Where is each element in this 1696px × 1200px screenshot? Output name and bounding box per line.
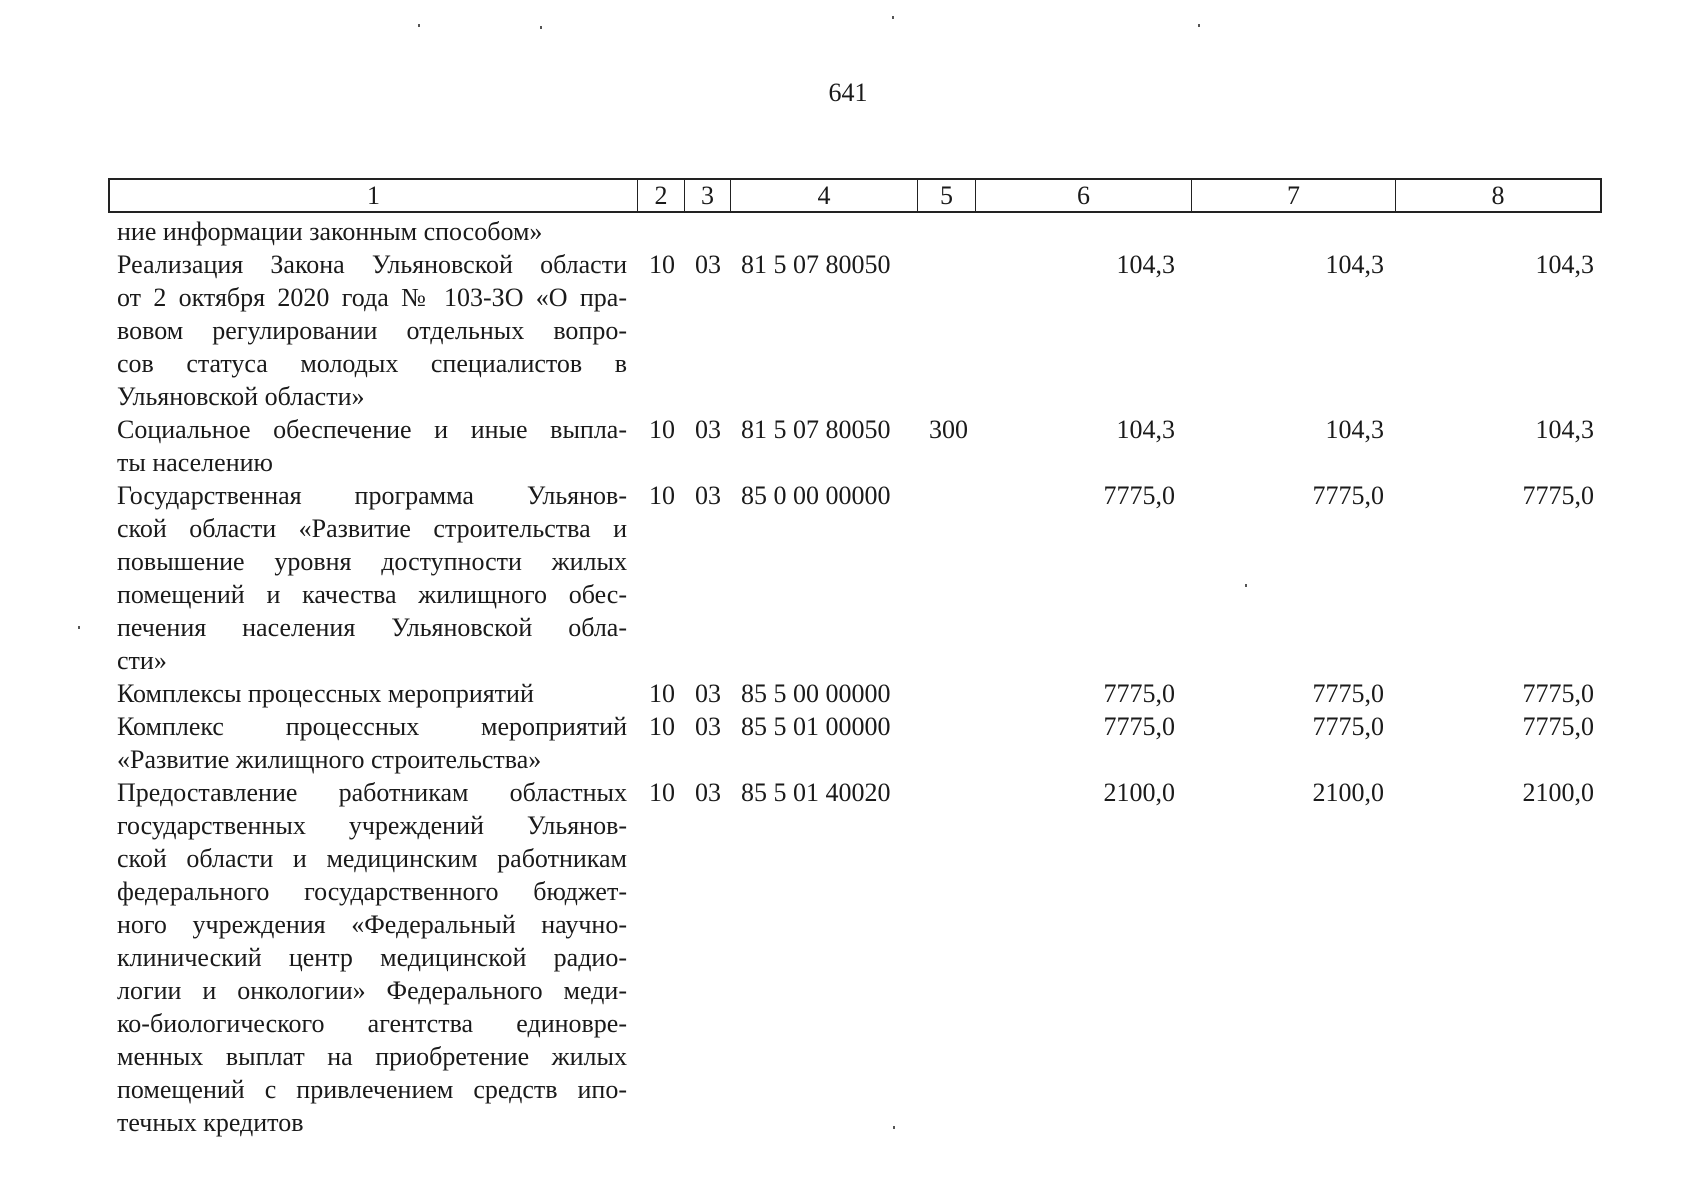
scan-speck <box>418 24 420 27</box>
scan-speck <box>893 1126 895 1129</box>
description-line: Комплексы процессных мероприятий <box>117 679 534 708</box>
description-line: сти» <box>117 646 167 675</box>
table-body <box>117 215 1607 1139</box>
table-row <box>117 413 1607 479</box>
header-col-3: 3 <box>685 180 731 211</box>
row-description <box>117 413 627 479</box>
description-line: государственных учреждений Ульянов- <box>117 811 627 840</box>
amount-col-6: 7775,0 <box>1103 679 1175 708</box>
section-code: 10 <box>649 481 675 510</box>
description-line: федерального государственного бюджет- <box>117 877 627 906</box>
subsection-code: 03 <box>695 712 721 741</box>
section-code: 10 <box>649 415 675 444</box>
subsection-code: 03 <box>695 679 721 708</box>
table-header <box>108 178 1602 213</box>
target-article-code: 81 5 07 80050 <box>741 250 891 279</box>
section-code: 10 <box>649 712 675 741</box>
subsection-code: 03 <box>695 250 721 279</box>
description-line: ской области и медицинским работникам <box>117 844 627 873</box>
amount-col-8: 7775,0 <box>1522 481 1594 510</box>
target-article-code: 85 5 01 00000 <box>741 712 891 741</box>
amount-col-7: 7775,0 <box>1312 481 1384 510</box>
target-article-code: 81 5 07 80050 <box>741 415 891 444</box>
amount-col-6: 7775,0 <box>1103 481 1175 510</box>
amount-col-6: 104,3 <box>1116 250 1175 279</box>
header-col-6: 6 <box>976 180 1192 211</box>
amount-col-7: 7775,0 <box>1312 679 1384 708</box>
description-line: вовом регулировании отдельных вопро- <box>117 316 627 345</box>
scan-speck <box>78 626 80 629</box>
header-col-8: 8 <box>1491 181 1505 210</box>
amount-col-6: 2100,0 <box>1103 778 1175 807</box>
page-number: 641 <box>828 78 868 107</box>
row-description <box>117 479 627 677</box>
section-code: 10 <box>649 679 675 708</box>
description-line: Ульяновской области» <box>117 382 365 411</box>
amount-col-6: 7775,0 <box>1103 712 1175 741</box>
header-col-7: 7 <box>1192 180 1396 211</box>
amount-col-8: 104,3 <box>1535 250 1594 279</box>
amount-col-7: 104,3 <box>1325 250 1384 279</box>
section-code: 10 <box>649 778 675 807</box>
scan-speck <box>1245 584 1247 587</box>
description-line: ко-биологического агентства единовре- <box>117 1009 627 1038</box>
description-line: ного учреждения «Федеральный научно- <box>117 910 627 939</box>
section-code: 10 <box>649 250 675 279</box>
description-line: Социальное обеспечение и иные выпла- <box>117 415 627 444</box>
description-line: клинический центр медицинской радио- <box>117 943 627 972</box>
description-line: от 2 октября 2020 года № 103-ЗО «О пра- <box>117 283 627 312</box>
table-row <box>117 479 1607 677</box>
description-line: помещений с привлечением средств ипо- <box>117 1075 627 1104</box>
target-article-code: 85 5 00 00000 <box>741 679 891 708</box>
target-article-code: 85 0 00 00000 <box>741 481 891 510</box>
description-line: повышение уровня доступности жилых <box>117 547 627 576</box>
expense-type-code: 300 <box>929 415 968 444</box>
subsection-code: 03 <box>695 778 721 807</box>
table-row <box>117 677 1607 710</box>
row-description <box>117 677 627 710</box>
table-row <box>117 710 1607 776</box>
subsection-code: 03 <box>695 415 721 444</box>
header-col-4: 4 <box>731 180 918 211</box>
description-line: ты населению <box>117 448 273 477</box>
row-description <box>117 215 627 248</box>
description-line: ской области «Развитие строительства и <box>117 514 627 543</box>
amount-col-8: 104,3 <box>1535 415 1594 444</box>
amount-col-8: 2100,0 <box>1522 778 1594 807</box>
description-line: Комплекс процессных мероприятий <box>117 712 627 741</box>
table-row <box>117 215 1607 248</box>
description-line: логии и онкологии» Федерального меди- <box>117 976 627 1005</box>
table-row <box>117 776 1607 1139</box>
table-row <box>117 248 1607 413</box>
header-col-1: 1 <box>110 180 638 211</box>
row-description <box>117 248 627 413</box>
description-line: помещений и качества жилищного обес- <box>117 580 627 609</box>
scan-speck <box>540 26 542 29</box>
description-line: печения населения Ульяновской обла- <box>117 613 627 642</box>
description-line: менных выплат на приобретение жилых <box>117 1042 627 1071</box>
scan-speck <box>1198 24 1200 27</box>
description-line: Предоставление работникам областных <box>117 778 627 807</box>
description-line: Реализация Закона Ульяновской области <box>117 250 627 279</box>
row-description <box>117 710 627 776</box>
amount-col-8: 7775,0 <box>1522 679 1594 708</box>
amount-col-7: 104,3 <box>1325 415 1384 444</box>
amount-col-7: 7775,0 <box>1312 712 1384 741</box>
header-col-5: 5 <box>918 180 976 211</box>
amount-col-8: 7775,0 <box>1522 712 1594 741</box>
scan-speck <box>892 16 894 19</box>
description-line: течных кредитов <box>117 1108 304 1137</box>
description-line: ние информации законным способом» <box>117 217 543 246</box>
row-description <box>117 776 627 1139</box>
subsection-code: 03 <box>695 481 721 510</box>
description-line: «Развитие жилищного строительства» <box>117 745 542 774</box>
description-line: Государственная программа Ульянов- <box>117 481 627 510</box>
header-col-2: 2 <box>638 180 685 211</box>
amount-col-6: 104,3 <box>1116 415 1175 444</box>
amount-col-7: 2100,0 <box>1312 778 1384 807</box>
target-article-code: 85 5 01 40020 <box>741 778 891 807</box>
description-line: сов статуса молодых специалистов в <box>117 349 627 378</box>
